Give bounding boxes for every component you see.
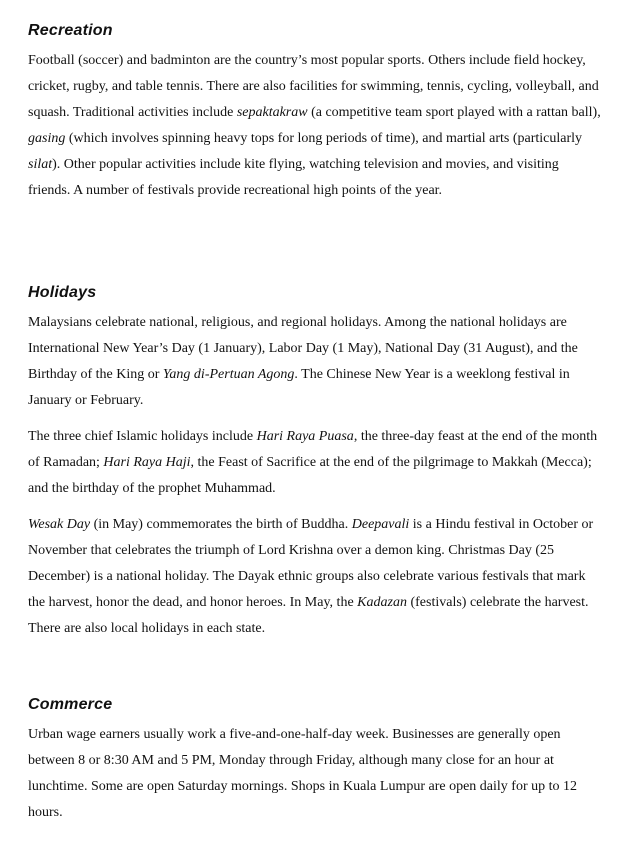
text-run: , the Feast of Sacrifice at the end of the pilgrimage to Makkah (Mecca); and the birthday of the prophet Muhammad. (28, 455, 592, 496)
holidays-paragraph-3 (28, 512, 604, 642)
commerce-heading: Commerce (28, 696, 113, 713)
recreation-paragraph (28, 48, 604, 204)
text-run: The three chief Islamic holidays include (28, 429, 257, 444)
holidays-paragraph-1 (28, 310, 604, 414)
text-run: , the three-day feast at the end of the month of Ramadan; (28, 429, 598, 470)
italic-term: silat (28, 157, 53, 172)
text-run: Football (soccer) and badminton are the country’s most popular sports. Others include field hockey, cricket, rugby, and table tennis. There are also facilities for swimming, tennis, cycling, volleyball, and squash. Traditional activities include (28, 53, 599, 120)
text-run: Urban wage earners usually work a five-and-one-half-day week. Businesses are generally open between 8 or 8:30 AM and 5 PM, Monday through Friday, although many close for an hour at lunchtime. Some are open Saturday mornings. Shops in Kuala Lumpur are open daily for up to 12 hours. (28, 727, 578, 820)
italic-term: Kadazan (357, 595, 407, 610)
recreation-section (28, 22, 604, 204)
text-run: is a Hindu festival in October or November that celebrates the triumph of Lord Krishna over a demon king. Christmas Day (25 December) is a national holiday. The Dayak ethnic groups also celebrate various festivals that mark the harvest, honor the dead, and honor heroes. In May, the (28, 517, 594, 610)
text-run: ). Other popular activities include kite flying, watching television and movies, and visiting friends. A number of festivals provide recreational high points of the year. (28, 157, 559, 198)
text-run: (a competitive team sport played with a rattan ball), (307, 105, 601, 120)
recreation-heading: Recreation (28, 22, 113, 39)
text-run: . The Chinese New Year is a weeklong festival in January or February. (28, 367, 570, 408)
commerce-section (28, 696, 604, 826)
italic-term: Yang di-Pertuan Agong (162, 367, 295, 382)
holidays-heading: Holidays (28, 284, 97, 301)
holidays-section (28, 284, 604, 642)
holidays-paragraph-2 (28, 424, 604, 502)
italic-term: sepaktakraw (236, 105, 308, 120)
italic-term: Hari Raya Haji (103, 455, 191, 470)
text-run: (which involves spinning heavy tops for long periods of time), and martial arts (particularly (65, 131, 583, 146)
italic-term: Hari Raya Puasa (256, 429, 354, 444)
italic-term: gasing (28, 131, 66, 146)
text-run: (festivals) celebrate the harvest. There are also local holidays in each state. (28, 595, 589, 636)
italic-term: Deepavali (351, 517, 410, 532)
text-run: Malaysians celebrate national, religious, and regional holidays. Among the national holidays are International New Year’s Day (1 January), Labor Day (1 May), National Day (31 August), and the Birthday of the King or (28, 315, 578, 382)
commerce-paragraph (28, 722, 604, 826)
italic-term: Wesak Day (28, 517, 91, 532)
text-run: (in May) commemorates the birth of Buddha. (90, 517, 352, 532)
